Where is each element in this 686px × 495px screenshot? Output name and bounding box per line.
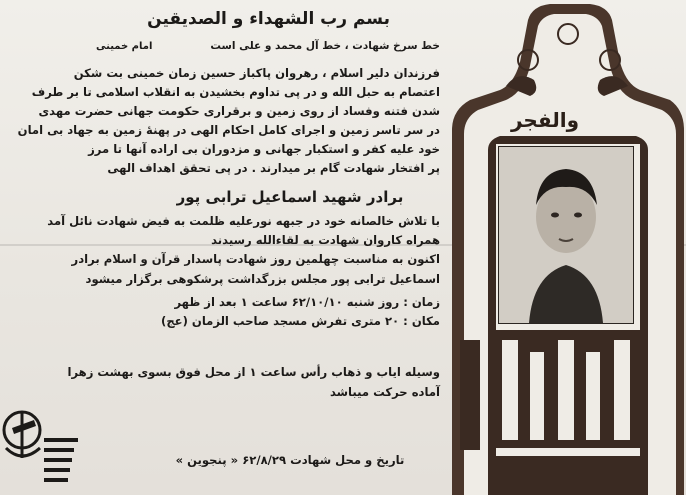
- quote-author: امام خمینی: [96, 41, 153, 52]
- transport-line-1: وسیله ایاب و ذهاب رأس ساعت ۱ از محل فوق بسوی بهشت زهرا: [67, 365, 440, 379]
- header-title: بسم رب الشهداء و الصدیقین: [147, 9, 390, 29]
- martyr-name: برادر شهید اسماعیل ترابی پور: [176, 188, 404, 206]
- footer-date-place: تاریخ و محل شهادت ۶۲/۸/۲۹ « پنجوین »: [175, 453, 405, 467]
- header-quote: خط سرخ شهادت ، خط آل محمد و علی است: [210, 40, 440, 52]
- body-line-3: شدن فتنه وفساد از روی زمین و برقراری حکومت جهانی حضرت مهدی: [38, 104, 440, 118]
- body2-line-4: اسماعیل ترابی پور مجلس بزرگداشت پرشکوهی برگزار میشود: [85, 272, 440, 286]
- martyr-photo: [498, 146, 634, 324]
- wal-fajr-text: والفجر: [510, 108, 580, 132]
- body-line-1: فرزندان دلیر اسلام ، رهروان پاکباز حسین زمان خمینی بت شکن: [73, 66, 440, 80]
- body2-line-3: اکنون به مناسبت چهلمین روز شهادت پاسدار قرآن و اسلام برادر: [71, 252, 440, 266]
- event-place: مکان : ۲۰ متری تفرش مسجد صاحب الزمان (عج): [161, 314, 440, 328]
- body2-line-1: با تلاش خالصانه خود در جبهه نورعلیه ظلمت به فیض شهادت نائل آمد: [47, 214, 440, 228]
- event-time: زمان : روز شنبه ۶۲/۱۰/۱۰ ساعت ۱ بعد از ظهر: [174, 295, 440, 309]
- irgc-emblem-icon: [0, 398, 82, 495]
- transport-line-2: آماده حرکت میباشد: [329, 385, 440, 399]
- body-line-6: پر افتخار شهادت گام بر میدارند . در پی تحقق اهداف الهی: [107, 161, 440, 175]
- body2-line-2: همراه کاروان شهادت به لقاءالله رسیدند: [211, 233, 440, 247]
- body-line-4: در سر تاسر زمین و اجرای کامل احکام الهی در پهنهٔ زمین به جهاد بی امان: [17, 123, 440, 137]
- body-line-5: خود علیه کفر و استکبار جهانی و مزدوران بی اراده آنها تا مرز: [88, 142, 440, 156]
- body-line-2: اعتصام به حبل الله و در پی تداوم بخشیدن به انقلاب اسلامی تا بر طرف: [31, 85, 440, 99]
